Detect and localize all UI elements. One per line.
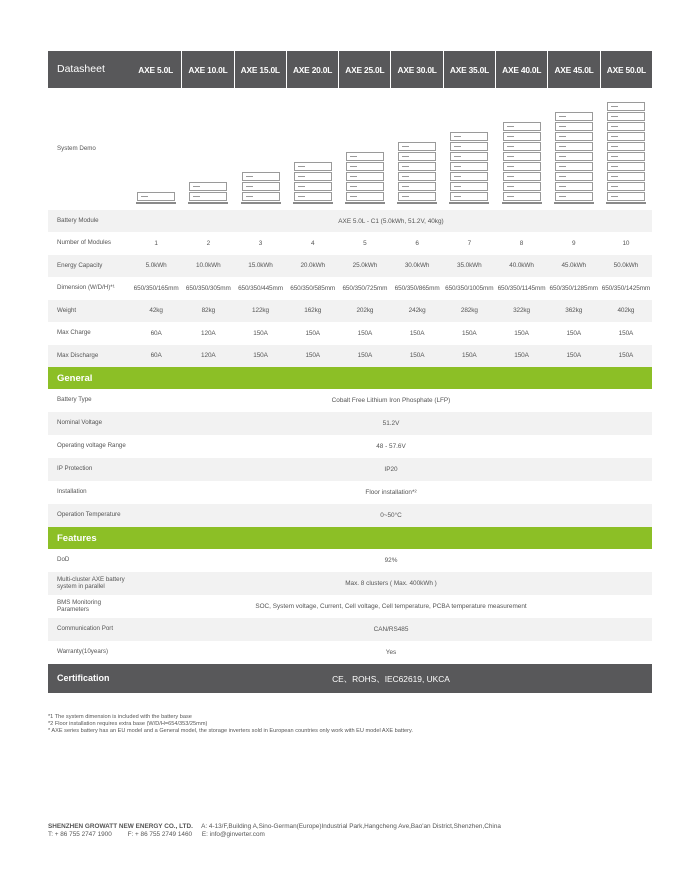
model-header: AXE 50.0L xyxy=(600,51,652,88)
battery-module-icon xyxy=(555,112,593,121)
battery-base-icon xyxy=(397,202,437,204)
battery-stack-image xyxy=(606,101,646,204)
spec-values xyxy=(130,300,652,323)
model-headers xyxy=(130,51,652,88)
battery-base-icon xyxy=(449,202,489,204)
battery-module-icon xyxy=(555,172,593,181)
spec-row xyxy=(48,255,652,278)
battery-module-icon xyxy=(503,122,541,131)
spec-value: 150A xyxy=(409,352,425,360)
spec-value: 150A xyxy=(514,329,529,337)
spec-values xyxy=(130,277,652,300)
features-label: DoD xyxy=(57,556,70,564)
datasheet-title: Datasheet xyxy=(57,62,105,75)
system-demo-cell xyxy=(495,88,547,210)
battery-module-icon xyxy=(346,172,384,181)
system-demo-cell xyxy=(234,88,286,210)
spec-rows xyxy=(48,232,652,367)
spec-values xyxy=(130,322,652,345)
general-section-title: General xyxy=(48,367,652,389)
battery-module-icon xyxy=(294,182,332,191)
header-row xyxy=(48,51,652,88)
battery-stack-image xyxy=(136,191,176,204)
spec-value: 42kg xyxy=(149,307,163,315)
battery-module-icon xyxy=(398,192,436,201)
battery-base-icon xyxy=(502,202,542,204)
battery-module-icon xyxy=(450,132,488,141)
spec-value: 402kg xyxy=(617,307,635,315)
spec-value: 35.0kWh xyxy=(457,262,482,270)
battery-module-icon xyxy=(294,172,332,181)
company-email: E: info@ginverter.com xyxy=(201,831,265,839)
spec-value: 322kg xyxy=(513,307,530,315)
battery-module-icon xyxy=(503,132,541,141)
spec-value: 650/350/445mm xyxy=(238,284,283,292)
general-rows xyxy=(48,389,652,527)
system-demo-cell xyxy=(130,88,182,210)
spec-value: 6 xyxy=(415,239,419,247)
battery-module-icon xyxy=(607,192,645,201)
features-row xyxy=(48,549,652,572)
battery-base-icon xyxy=(241,202,281,204)
battery-module-icon xyxy=(503,192,541,201)
model-header: AXE 30.0L xyxy=(390,51,442,88)
footnote: * AXE series battery has an EU model and a General model, the storage inverters sold in European countries only work with EU model AXE battery. xyxy=(48,728,413,734)
spec-value: 10.0kWh xyxy=(196,262,221,270)
battery-stack-image xyxy=(397,141,437,204)
battery-module-icon xyxy=(398,142,436,151)
spec-value: 650/350/1285mm xyxy=(549,284,598,292)
system-demo-row xyxy=(48,88,652,210)
features-label: Warranty(10years) xyxy=(57,648,109,656)
spec-value: 60A xyxy=(150,329,162,337)
spec-value: 242kg xyxy=(408,307,426,315)
battery-module-icon xyxy=(346,192,384,201)
features-row xyxy=(48,595,652,618)
spec-label: Max Charge xyxy=(57,329,91,336)
battery-base-icon xyxy=(606,202,646,204)
spec-value: 82kg xyxy=(201,307,216,315)
company-name: SHENZHEN GROWATT NEW ENERGY CO., LTD. xyxy=(48,823,193,830)
battery-module-icon xyxy=(242,192,280,201)
spec-value: 7 xyxy=(467,239,472,247)
battery-module-icon xyxy=(607,132,645,141)
features-label: Multi-cluster AXE battery system in parallel xyxy=(57,576,125,590)
spec-value: 650/350/305mm xyxy=(185,284,231,292)
spec-value: 650/350/1425mm xyxy=(601,284,651,292)
spec-value: 202kg xyxy=(356,307,374,315)
system-demo-label: System Demo xyxy=(57,144,96,152)
company-fax: F: + 86 755 2749 1460 xyxy=(127,831,193,839)
model-header: AXE 10.0L xyxy=(181,51,233,88)
general-label: Operating voltage Range xyxy=(57,442,126,450)
general-row xyxy=(48,504,652,527)
spec-label: Number of Modules xyxy=(57,239,111,246)
spec-row xyxy=(48,232,652,255)
spec-row xyxy=(48,345,652,368)
features-value: Yes xyxy=(385,649,397,656)
spec-value: 25.0kWh xyxy=(352,262,378,270)
spec-value: 40.0kWh xyxy=(509,262,534,270)
battery-module-icon xyxy=(555,192,593,201)
general-value: Floor installation*² xyxy=(365,489,417,496)
spec-value: 2 xyxy=(206,239,211,247)
battery-base-icon xyxy=(345,202,385,204)
general-label: Battery Type xyxy=(57,396,92,404)
datasheet-table xyxy=(48,51,652,693)
general-row xyxy=(48,481,652,504)
battery-module-icon xyxy=(189,192,227,201)
general-label: IP Protection xyxy=(57,465,93,473)
battery-stack-image xyxy=(293,161,333,204)
spec-value: 150A xyxy=(357,329,373,337)
certification-label: Certification xyxy=(57,672,110,683)
spec-value: 122kg xyxy=(252,307,269,315)
battery-module-icon xyxy=(607,172,645,181)
spec-value: 120A xyxy=(201,352,216,360)
battery-module-row xyxy=(48,210,652,232)
general-value: 51.2V xyxy=(382,420,400,427)
general-value: 48 - 57.6V xyxy=(376,443,406,450)
model-header: AXE 25.0L xyxy=(338,51,390,88)
battery-module-icon xyxy=(555,122,593,131)
features-value: CAN/RS485 xyxy=(373,626,409,633)
battery-module-value: AXE 5.0L - C1 (5.0kWh, 51.2V, 40kg) xyxy=(338,217,444,225)
features-row xyxy=(48,572,652,595)
spec-value: 60A xyxy=(150,352,162,360)
battery-base-icon xyxy=(293,202,333,204)
features-section-title: Features xyxy=(48,527,652,549)
spec-value: 282kg xyxy=(460,307,478,315)
spec-value: 650/350/865mm xyxy=(394,284,440,292)
spec-value: 650/350/1005mm xyxy=(445,284,494,292)
spec-label: Weight xyxy=(57,306,77,314)
system-demo-cell xyxy=(391,88,443,210)
spec-value: 150A xyxy=(357,352,373,360)
battery-module-icon xyxy=(294,162,332,171)
footnote: *2 Floor installation requires extra base (W/D/H=654/353/25mm) xyxy=(48,721,208,727)
system-demo-cell xyxy=(600,88,652,210)
battery-stack-image xyxy=(188,181,228,204)
battery-module-icon xyxy=(137,192,175,201)
spec-value: 650/350/165mm xyxy=(133,284,179,292)
spec-value: 650/350/725mm xyxy=(342,284,388,292)
general-row xyxy=(48,435,652,458)
features-rows xyxy=(48,549,652,664)
general-row xyxy=(48,389,652,412)
spec-values xyxy=(130,255,652,278)
company-footer xyxy=(48,823,501,840)
system-demo-cell xyxy=(339,88,391,210)
company-tel: T: + 86 755 2747 1900 xyxy=(48,831,112,839)
general-value: 0~50°C xyxy=(380,512,402,519)
spec-value: 5.0kWh xyxy=(145,262,167,270)
company-address: A: 4-13/F,Building A,Sino-German(Europe)Industrial Park,Hangcheng Ave,Bao'an District,Shenzhen,China xyxy=(201,823,501,830)
spec-value: 10 xyxy=(622,239,630,247)
battery-module-icon xyxy=(503,162,541,171)
battery-module-label: Battery Module xyxy=(57,216,99,224)
features-value: 92% xyxy=(384,557,398,564)
general-value: IP20 xyxy=(384,466,398,473)
system-demo-cell xyxy=(443,88,495,210)
general-row xyxy=(48,458,652,481)
footnotes xyxy=(48,714,413,735)
spec-values xyxy=(130,232,652,255)
battery-module-icon xyxy=(555,142,593,151)
battery-module-icon xyxy=(503,172,541,181)
spec-value: 150A xyxy=(618,352,634,360)
model-header: AXE 40.0L xyxy=(495,51,547,88)
spec-value: 150A xyxy=(305,329,320,337)
battery-module-icon xyxy=(607,112,645,121)
battery-base-icon xyxy=(554,202,594,204)
battery-stack-image xyxy=(502,121,542,204)
battery-module-icon xyxy=(450,192,488,201)
features-value: Max. 8 clusters ( Max. 400kWh ) xyxy=(345,580,437,587)
spec-value: 45.0kWh xyxy=(561,262,586,270)
spec-value: 9 xyxy=(571,239,576,247)
spec-value: 3 xyxy=(258,239,263,247)
battery-module-icon xyxy=(607,122,645,131)
battery-module-icon xyxy=(294,192,332,201)
spec-label: Energy Capacity xyxy=(57,261,103,269)
battery-module-icon xyxy=(503,152,541,161)
model-header: AXE 5.0L xyxy=(138,64,173,75)
battery-module-icon xyxy=(607,102,645,111)
general-row xyxy=(48,412,652,435)
spec-value: 150A xyxy=(566,329,581,337)
spec-value: 150A xyxy=(566,352,581,360)
features-row xyxy=(48,618,652,641)
battery-module-icon xyxy=(450,152,488,161)
battery-base-icon xyxy=(136,202,176,204)
battery-module-icon xyxy=(607,152,645,161)
features-value: SOC, System voltage, Current, Cell voltage, Cell temperature, PCBA temperature measurement xyxy=(255,603,527,610)
spec-value: 1 xyxy=(154,239,158,247)
certification-row xyxy=(48,664,652,693)
battery-module-icon xyxy=(555,132,593,141)
battery-module-icon xyxy=(346,182,384,191)
system-demo-cell xyxy=(548,88,600,210)
battery-stack-image xyxy=(554,111,594,204)
spec-value: 5 xyxy=(363,239,367,247)
battery-module-icon xyxy=(189,182,227,191)
battery-module-icon xyxy=(555,152,593,161)
battery-module-icon xyxy=(503,142,541,151)
spec-value: 150A xyxy=(409,329,425,337)
battery-module-icon xyxy=(450,142,488,151)
battery-module-icon xyxy=(346,152,384,161)
spec-value: 650/350/1145mm xyxy=(497,284,546,292)
spec-value: 362kg xyxy=(565,307,583,315)
battery-module-icon xyxy=(450,182,488,191)
spec-row xyxy=(48,277,652,300)
general-label: Operation Temperature xyxy=(57,511,121,519)
battery-module-icon xyxy=(555,182,593,191)
general-value: Cobalt Free Lithium Iron Phosphate (LFP) xyxy=(331,397,451,404)
battery-module-icon xyxy=(450,172,488,181)
battery-module-icon xyxy=(398,172,436,181)
spec-value: 4 xyxy=(310,239,315,247)
battery-stack-image xyxy=(241,171,281,204)
battery-stack-image xyxy=(345,151,385,204)
system-demo-cell xyxy=(182,88,234,210)
model-header: AXE 45.0L xyxy=(547,51,599,88)
spec-value: 162kg xyxy=(304,307,322,315)
spec-value: 20.0kWh xyxy=(300,262,325,270)
spec-row xyxy=(48,322,652,345)
spec-value: 150A xyxy=(305,352,320,360)
model-header: AXE 35.0L xyxy=(443,51,495,88)
spec-value: 150A xyxy=(253,352,268,360)
spec-value: 150A xyxy=(253,329,268,337)
system-demo-images xyxy=(130,88,652,210)
battery-module-icon xyxy=(242,172,280,181)
features-label: BMS Monitoring Parameters xyxy=(57,599,102,613)
battery-module-icon xyxy=(607,162,645,171)
spec-value: 150A xyxy=(462,352,477,360)
spec-value: 150A xyxy=(514,352,529,360)
battery-module-icon xyxy=(242,182,280,191)
footnote: *1 The system dimension is included with the battery base xyxy=(48,714,192,720)
spec-value: 15.0kWh xyxy=(248,262,273,270)
spec-row xyxy=(48,300,652,323)
spec-value: 30.0kWh xyxy=(404,262,430,270)
battery-stack-image xyxy=(449,131,489,204)
general-label: Nominal Voltage xyxy=(57,419,103,427)
spec-value: 8 xyxy=(519,239,524,247)
features-label: Communication Port xyxy=(57,625,114,633)
spec-label: Dimension (W/D/H)*¹ xyxy=(57,284,115,291)
certification-value: CE、ROHS、IEC62619, UKCA xyxy=(332,673,450,684)
spec-value: 120A xyxy=(201,329,216,337)
spec-value: 50.0kWh xyxy=(613,262,639,270)
spec-value: 650/350/585mm xyxy=(290,284,336,292)
battery-base-icon xyxy=(188,202,228,204)
battery-module-icon xyxy=(607,142,645,151)
battery-module-icon xyxy=(398,162,436,171)
battery-module-icon xyxy=(450,162,488,171)
battery-module-icon xyxy=(346,162,384,171)
general-label: Installation xyxy=(57,488,87,496)
battery-module-icon xyxy=(398,182,436,191)
model-header: AXE 15.0L xyxy=(234,51,286,88)
spec-values xyxy=(130,345,652,368)
battery-module-icon xyxy=(555,162,593,171)
spec-value: 150A xyxy=(462,329,477,337)
spec-label: Max Discharge xyxy=(57,351,99,359)
battery-module-icon xyxy=(398,152,436,161)
features-row xyxy=(48,641,652,664)
battery-module-icon xyxy=(607,182,645,191)
spec-value: 150A xyxy=(618,329,634,337)
model-header: AXE 20.0L xyxy=(286,51,338,88)
battery-module-icon xyxy=(503,182,541,191)
system-demo-cell xyxy=(287,88,339,210)
